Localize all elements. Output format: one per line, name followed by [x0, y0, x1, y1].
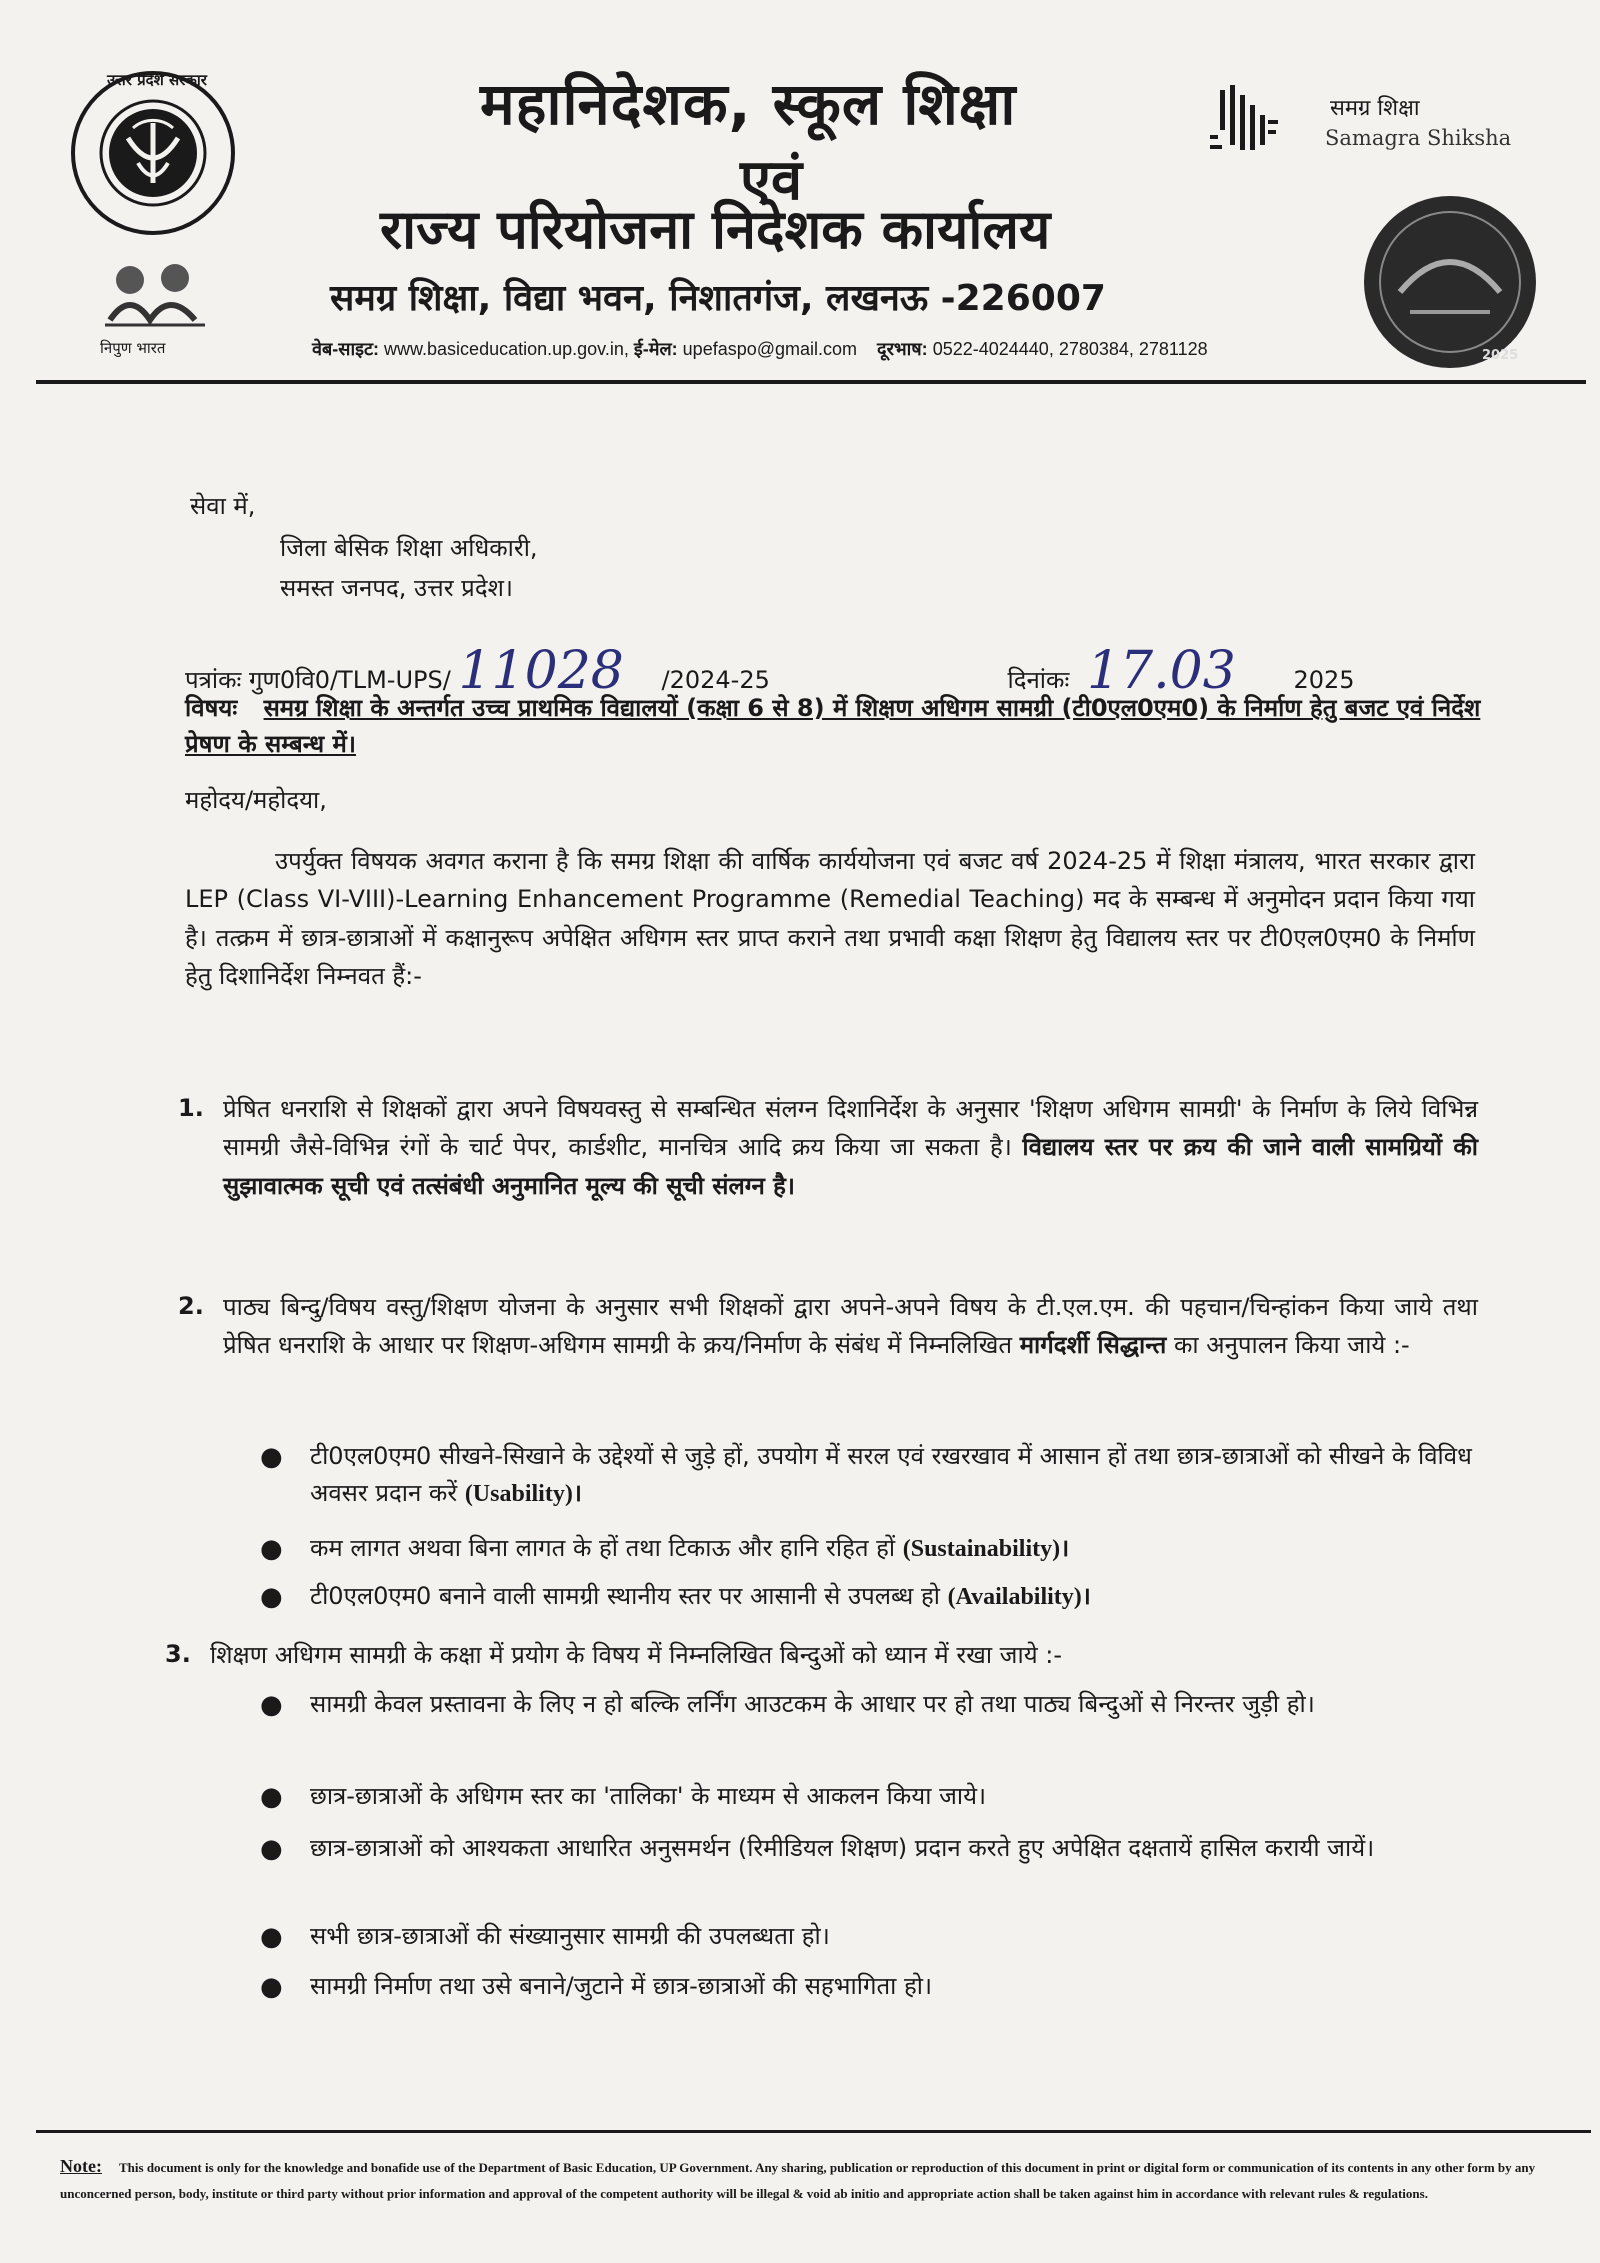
bullet-icon: ● — [260, 1782, 283, 1812]
bullet-text: कम लागत अथवा बिना लागत के हों तथा टिकाऊ और हानि रहित हों — [310, 1534, 896, 1562]
point-tail-text: का अनुपालन किया जाये :- — [1173, 1331, 1410, 1360]
subject-text: समग्र शिक्षा के अन्तर्गत उच्च प्राथमिक विद्यालयों (कक्षा 6 से 8) में शिक्षण अधिगम सामग्री (टी0एल0एम0) के निर्माण हेतु बजट एवं निर्देश प्रेषण के सम्बन्ध में। — [185, 694, 1481, 758]
salutation: महोदय/महोदया, — [185, 786, 327, 814]
letter-number-label: पत्रांकः गुण0वि0/TLM-UPS/ — [185, 666, 451, 694]
recipient-salutation: सेवा में, — [190, 492, 256, 520]
list-item — [260, 1686, 1480, 1723]
subject-label: विषयः — [185, 694, 238, 722]
bullet-icon: ● — [260, 1690, 283, 1720]
contact-line — [312, 337, 1208, 361]
bullet-text: टी0एल0एम0 बनाने वाली सामग्री स्थानीय स्तर पर आसानी से उपलब्ध हो — [310, 1582, 940, 1610]
note-label: Note: — [60, 2156, 102, 2176]
phone-label: दूरभाष: — [877, 339, 928, 359]
recipient-location: समस्त जनपद, उत्तर प्रदेश। — [280, 574, 513, 602]
list-item — [260, 1918, 1480, 1955]
bullet-icon: ● — [260, 1582, 283, 1612]
bullet-icon: ● — [260, 1972, 283, 2002]
list-item — [260, 1778, 1480, 1815]
point-number: 1. — [178, 1094, 204, 1122]
email-label: ई-मेल: — [633, 339, 678, 359]
footer-divider — [36, 2130, 1591, 2133]
office-title-line3: राज्य परियोजना निदेशक कार्यालय — [380, 198, 1051, 261]
bullet-text: छात्र-छात्राओं के अधिगम स्तर का 'तालिका' के माध्यम से आकलन किया जाये। — [310, 1782, 987, 1810]
office-title-line1: महानिदेशक, स्कूल शिक्षा — [480, 70, 1017, 138]
samagra-shiksha-english: Samagra Shiksha — [1325, 126, 1512, 150]
recipient-designation: जिला बेसिक शिक्षा अधिकारी, — [280, 534, 538, 562]
samagra-shiksha-logo — [1210, 80, 1280, 170]
point-number: 2. — [178, 1292, 204, 1320]
campaign-round-logo — [1360, 192, 1540, 372]
date-label: दिनांकः — [1007, 666, 1070, 694]
samagra-shiksha-hindi: समग्र शिक्षा — [1330, 96, 1420, 121]
point-1 — [178, 1090, 1478, 1205]
bullet-text: सभी छात्र-छात्राओं की संख्यानुसार सामग्री की उपलब्धता हो। — [310, 1922, 830, 1950]
bullet-icon: ● — [260, 1834, 283, 1864]
bullet-icon: ● — [260, 1922, 283, 1952]
point-3 — [165, 1636, 1465, 1674]
bullet-keyword: (Sustainability)। — [902, 1536, 1070, 1562]
bullet-text: सामग्री निर्माण तथा उसे बनाने/जुटाने में छात्र-छात्राओं की सहभागिता हो। — [310, 1972, 933, 2000]
note-text: This document is only for the knowledge and bonafide use of the Department of Basic Education, UP Government. Any sharing, publication or reproduction of this document in print or digital form or communication of its contents in any other form by any unconcerned person, body, institute or third party without prior information and approval of the competent authority will be illegal & void ab initio and appropriate action shall be taken against him in accordance with relevant rules & regulations. — [60, 2160, 1536, 2202]
list-item — [260, 1530, 1480, 1568]
list-item — [260, 1968, 1480, 2005]
point-number: 3. — [165, 1640, 191, 1668]
round-logo-year: 2025 — [1482, 348, 1519, 363]
list-item — [260, 1438, 1480, 1513]
date-year: 2025 — [1293, 666, 1355, 694]
subject-block — [185, 690, 1485, 762]
header-divider — [36, 380, 1586, 384]
point-bold-text: मार्गदर्शी सिद्धान्त — [1019, 1331, 1167, 1360]
up-government-emblem — [68, 68, 238, 238]
bullet-icon: ● — [260, 1534, 283, 1564]
bullet-icon: ● — [260, 1442, 283, 1472]
letter-year: /2024-25 — [661, 666, 770, 694]
office-address: समग्र शिक्षा, विद्या भवन, निशातगंज, लखनऊ -226007 — [330, 278, 1106, 319]
intro-paragraph: उपर्युक्त विषयक अवगत कराना है कि समग्र शिक्षा की वार्षिक कार्ययोजना एवं बजट वर्ष 2024-25 में शिक्षा मंत्रालय, भारत सरकार द्वारा LEP (Class VI-VIII)-Learning Enhancement Programme (Remedial Teaching) मद के सम्बन्ध में अनुमोदन प्रदान किया गया है। तत्क्रम में छात्र-छात्राओं में कक्षानुरूप अपेक्षित अधिगम स्तर प्राप्त कराने तथा प्रभावी कक्षा शिक्षण हेतु विद्यालय स्तर पर टी0एल0एम0 के निर्माण हेतु दिशानिर्देश निम्नवत हैं:- — [185, 847, 1475, 991]
website-label: वेब-साइट: — [312, 339, 380, 359]
bullet-text: छात्र-छात्राओं को आश्यकता आधारित अनुसमर्थन (रिमीडियल शिक्षण) प्रदान करते हुए अपेक्षित दक्षतायें हासिल करायी जायें। — [310, 1834, 1375, 1862]
bullet-keyword: (Usability)। — [464, 1481, 582, 1508]
office-title-line2: एवं — [740, 148, 803, 213]
date-handwritten: 17.03 — [1086, 641, 1236, 701]
footer-note — [60, 2150, 1540, 2206]
point-text: प्रेषित धनराशि से शिक्षकों द्वारा अपने विषयवस्तु से सम्बन्धित संलग्न दिशानिर्देश के अनुसार 'शिक्षण अधिगम सामग्री' के निर्माण के लिये विभिन्न सामग्री जैसे-विभिन्न रंगों के चार्ट पेपर, कार्डशीट, मानचित्र आदि क्रय किया जा सकता है। — [223, 1095, 1478, 1162]
letter-number-handwritten: 11028 — [458, 641, 624, 701]
point-bold-text: विद्यालय स्तर पर क्रय की जाने वाली सामग्रियों की सुझावात्मक सूची एवं तत्संबंधी अनुमानित मूल्य की सूची संलग्न है। — [223, 1133, 1478, 1200]
email-link[interactable]: upefaspo@gmail.com — [682, 339, 858, 359]
emblem-caption: उत्तर प्रदेश सरकार — [107, 71, 207, 89]
point-2 — [178, 1288, 1478, 1365]
bullet-text: सामग्री केवल प्रस्तावना के लिए न हो बल्कि लर्निंग आउटकम के आधार पर हो तथा पाठ्य बिन्दुओं से निरन्तर जुड़ी हो। — [310, 1690, 1315, 1718]
nipun-bharat-label: निपुण भारत — [100, 339, 166, 357]
phone-numbers: 0522-4024440, 2780384, 2781128 — [932, 339, 1208, 359]
website-link[interactable]: www.basiceducation.up.gov.in, — [384, 339, 629, 359]
bullet-keyword: (Availability)। — [947, 1584, 1091, 1610]
list-item — [260, 1830, 1480, 1867]
point-text: शिक्षण अधिगम सामग्री के कक्षा में प्रयोग के विषय में निम्नलिखित बिन्दुओं को ध्यान में रखा जाये :- — [210, 1641, 1062, 1669]
point-text: पाठ्य बिन्दु/विषय वस्तु/शिक्षण योजना के अनुसार सभी शिक्षकों द्वारा अपने-अपने विषय के टी.एल.एम. की पहचान/चिन्हांकन किया जाये तथा प्रेषित धनराशि के आधार पर शिक्षण-अधिगम सामग्री के क्रय/निर्माण के संबंध में निम्नलिखित — [223, 1293, 1478, 1360]
list-item — [260, 1578, 1480, 1616]
bullet-text: टी0एल0एम0 सीखने-सिखाने के उद्देश्यों से जुड़े हों, उपयोग में सरल एवं रखरखाव में आसान हों तथा छात्र-छात्राओं को सीखने के विविध अवसर प्रदान करें — [310, 1442, 1472, 1508]
